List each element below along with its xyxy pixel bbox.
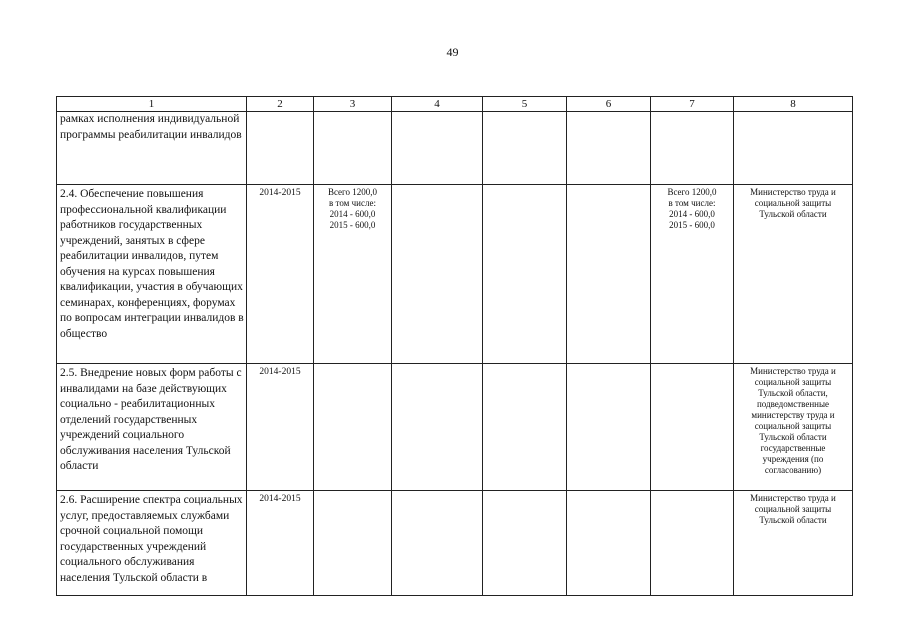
empty-cell [651, 491, 734, 596]
column-header: 1 [57, 97, 247, 112]
executor-cell: Министерство труда и социальной защиты Тульской области, подведомственные министерству труда и социальной защиты Тульской области государственные учреждения (по согласованию) [734, 364, 853, 491]
column-header: 3 [314, 97, 392, 112]
activity-cell: рамках исполнения индивидуальной программы реабилитации инвалидов [57, 112, 247, 185]
table-row [57, 185, 853, 364]
funding-line: 2014 - 600,0 [669, 209, 715, 219]
empty-cell [483, 491, 567, 596]
empty-cell [567, 491, 651, 596]
period-cell: 2014-2015 [247, 364, 314, 491]
funding-line: в том числе: [668, 198, 716, 208]
empty-cell [567, 112, 651, 185]
table-row [57, 112, 853, 185]
empty-cell [392, 491, 483, 596]
executor-cell [734, 112, 853, 185]
empty-cell [483, 185, 567, 364]
column-header: 7 [651, 97, 734, 112]
column-header: 8 [734, 97, 853, 112]
column-header: 4 [392, 97, 483, 112]
column-header: 6 [567, 97, 651, 112]
empty-cell [392, 112, 483, 185]
column-header: 5 [483, 97, 567, 112]
executor-cell: Министерство труда и социальной защиты Тульской области [734, 491, 853, 596]
empty-cell [314, 491, 392, 596]
funding-line: Всего 1200,0 [327, 187, 378, 197]
table-row [57, 491, 853, 596]
table-header-row [57, 97, 853, 112]
column-header: 2 [247, 97, 314, 112]
activity-cell: 2.6. Расширение спектра социальных услуг, предоставляемых службами срочной социальной помощи государственных учреждений социального обслуживания населения Тульской области в [57, 491, 247, 596]
period-cell: 2014-2015 [247, 185, 314, 364]
funding-line: 2014 - 600,0 [329, 209, 376, 219]
executor-cell: Министерство труда и социальной защиты Тульской области [734, 185, 853, 364]
funding-line: 2015 - 600,0 [669, 220, 715, 230]
funding-line: в том числе: [329, 198, 376, 208]
empty-cell [392, 185, 483, 364]
activity-cell: 2.5. Внедрение новых форм работы с инвалидами на базе действующих социально - реабилитационных отделений государственных учреждений социального обслуживания населения Тульской области [57, 364, 247, 491]
funding-line: Всего 1200,0 [667, 187, 717, 197]
empty-cell [314, 364, 392, 491]
table-row [57, 364, 853, 491]
empty-cell [483, 364, 567, 491]
regional-funding-cell [651, 185, 734, 364]
empty-cell [567, 364, 651, 491]
period-cell [247, 112, 314, 185]
empty-cell [392, 364, 483, 491]
total-funding-cell [314, 185, 392, 364]
total-funding-cell [314, 112, 392, 185]
regional-funding-cell [651, 112, 734, 185]
funding-line: 2015 - 600,0 [329, 220, 376, 230]
page-number: 49 [446, 45, 459, 59]
empty-cell [651, 364, 734, 491]
empty-cell [567, 185, 651, 364]
activity-cell: 2.4. Обеспечение повышения профессиональной квалификации работников государственных учреждений, занятых в сфере реабилитации инвалидов, путем обучения на курсах повышения квалификации, участия в обучающих семинарах, конференциях, форумах по вопросам интеграции инвалидов в общество [57, 185, 247, 364]
empty-cell [483, 112, 567, 185]
period-cell: 2014-2015 [247, 491, 314, 596]
program-table [56, 96, 853, 596]
